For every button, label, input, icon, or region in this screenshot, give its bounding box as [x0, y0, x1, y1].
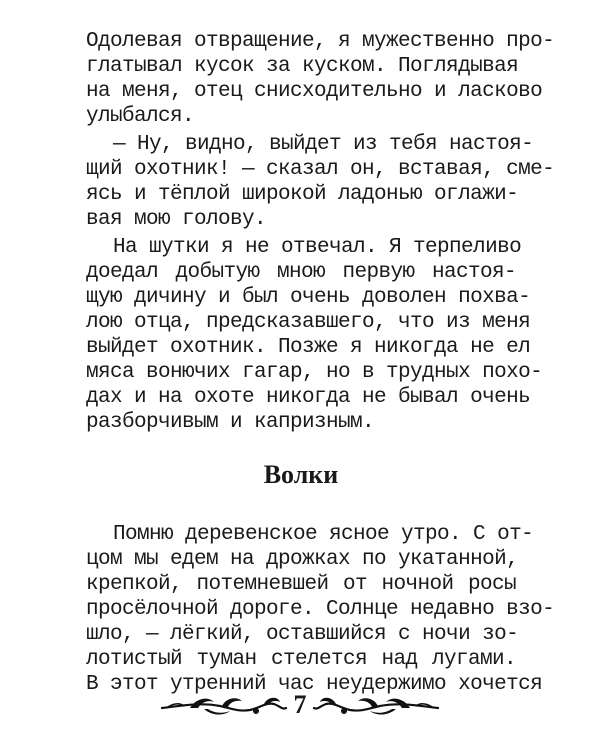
text-line: Помню деревенское ясное утро. С от-: [113, 523, 534, 546]
text-line: — Ну, видно, выйдет из тебя настоя-: [113, 133, 534, 156]
text-line: лою отца, предсказавшего, что из меня: [86, 311, 531, 334]
text-line: цом мы едем на дрожках по укатанной,: [86, 548, 519, 571]
text-line: дах и на охоте никогда не бывал очень: [86, 386, 531, 409]
text-line: крепкой, потемневшей от ночной росы: [86, 573, 516, 596]
text-line: мяса вонючих гагар, но в трудных похо-: [86, 361, 543, 384]
page-footer: [0, 688, 600, 724]
text-line: Одолевая отвращение, я мужественно про-: [86, 30, 555, 53]
text-line: лотистый туман стелется над лугами.: [86, 648, 516, 671]
text-line: выйдет охотник. Позже я никогда не ел: [86, 336, 531, 359]
text-line: вая мою голову.: [86, 208, 267, 231]
chapter-heading: Волки: [263, 460, 339, 489]
text-line: щую дичину и был очень доволен похва-: [86, 286, 531, 309]
text-line: На шутки я не отвечал. Я терпеливо: [113, 236, 522, 259]
text-line: шло, — лёгкий, оставшийся с ночи зо-: [86, 623, 519, 646]
text-line: просёлочной дороге. Солнце недавно взо-: [86, 598, 555, 621]
text-line: В этот утренний час неудержимо хочется: [86, 673, 543, 696]
text-line: щий охотник! — сказал он, вставая, сме-: [86, 158, 555, 181]
text-line: на меня, отец снисходительно и ласково: [86, 80, 543, 103]
text-line: улыбался.: [86, 105, 195, 128]
page-number: 7: [293, 690, 307, 719]
text-line: доедал добытую мною первую настоя-: [86, 261, 516, 284]
text-line: глатывал кусок за куском. Поглядывая: [86, 55, 519, 78]
flourish-ornament-icon: [310, 692, 440, 720]
text-line: разборчивым и капризным.: [86, 411, 375, 434]
text-line: ясь и тёплой широкой ладонью оглажи-: [86, 183, 519, 206]
